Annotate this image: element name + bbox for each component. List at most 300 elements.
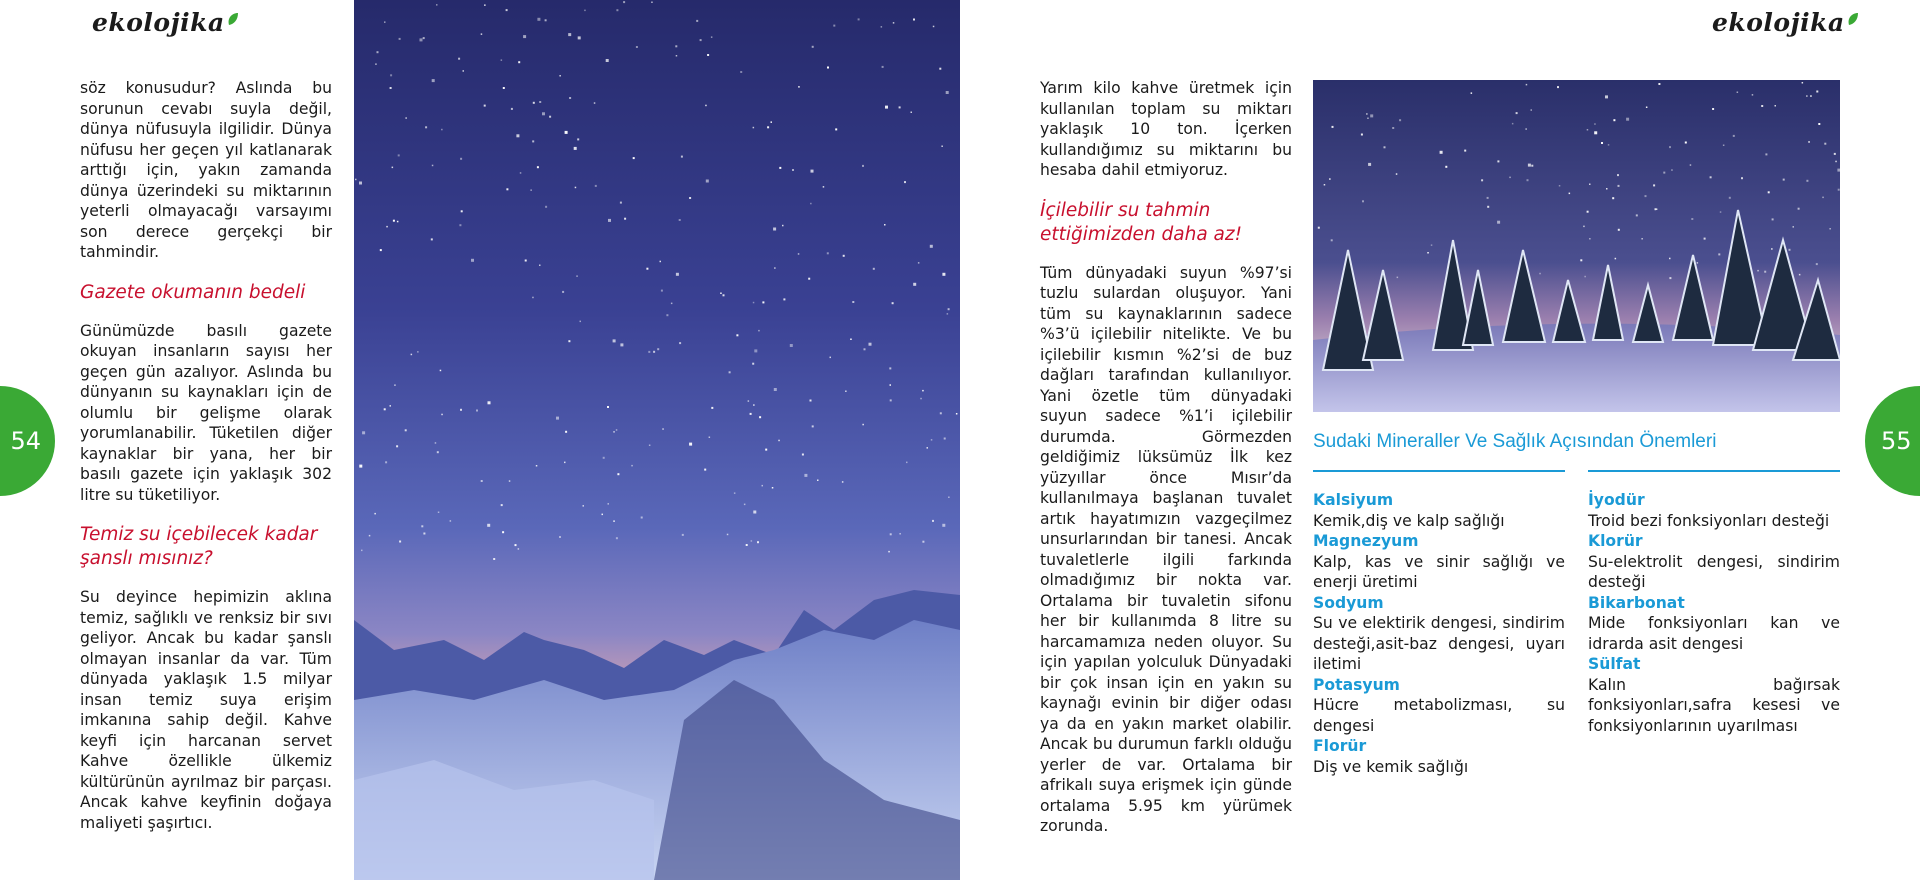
star <box>417 351 419 353</box>
star <box>384 21 386 23</box>
star <box>757 541 759 543</box>
star <box>394 384 396 386</box>
star <box>1818 123 1820 125</box>
brand-logo-right <box>1712 8 1859 37</box>
star <box>603 457 605 459</box>
star <box>440 370 442 372</box>
star <box>488 401 491 404</box>
star <box>942 524 945 527</box>
star <box>1697 262 1699 264</box>
star <box>753 404 755 406</box>
minerals-heading: Sudaki Mineraller Ve Sağlık Açısından Önemleri <box>1313 431 1717 452</box>
star <box>463 70 465 72</box>
star <box>606 59 609 62</box>
star <box>858 18 860 20</box>
star <box>911 112 913 114</box>
star <box>438 512 440 514</box>
star <box>623 1 625 3</box>
star <box>633 157 635 159</box>
star <box>1718 253 1720 255</box>
star <box>441 414 443 416</box>
star <box>564 462 566 464</box>
star <box>471 259 474 262</box>
star <box>649 445 651 447</box>
star <box>1685 142 1687 144</box>
star <box>1509 177 1511 179</box>
star <box>1531 109 1533 111</box>
star <box>390 87 392 89</box>
star <box>1641 238 1643 240</box>
star <box>509 480 511 482</box>
star <box>1829 228 1831 230</box>
star <box>1589 238 1591 240</box>
star <box>607 406 609 408</box>
star <box>602 514 604 516</box>
star <box>487 524 490 527</box>
star <box>1646 107 1648 109</box>
star <box>939 68 941 70</box>
star <box>1772 218 1774 220</box>
star <box>823 186 825 188</box>
mineral-description: Kalp, kas ve sinir sağlığı ve enerji üretimi <box>1313 552 1565 591</box>
star <box>689 443 692 446</box>
body-paragraph: Yarım kilo kahve üretmek için kullanılan toplam su miktarı yaklaşık 10 ton. İçerken kullandığımız su miktarını bu hesaba dahil etmiyoruz. <box>1040 79 1292 179</box>
star <box>1822 197 1824 199</box>
star <box>1765 153 1767 155</box>
star <box>1487 197 1489 199</box>
star <box>536 465 538 467</box>
star <box>798 86 800 88</box>
star <box>922 541 924 543</box>
mineral-name: Sodyum <box>1313 593 1384 612</box>
star <box>906 462 908 464</box>
star <box>704 469 706 471</box>
page-number-right: 55 <box>1881 427 1912 455</box>
star <box>956 413 958 415</box>
star <box>1712 108 1714 110</box>
star <box>1531 165 1533 167</box>
star <box>1487 206 1489 208</box>
star <box>624 218 626 220</box>
star <box>617 473 619 475</box>
star <box>1445 166 1447 168</box>
star <box>1527 179 1529 181</box>
star <box>850 339 852 341</box>
star <box>1384 146 1386 148</box>
star <box>435 442 437 444</box>
star <box>355 179 357 181</box>
star <box>1626 118 1629 121</box>
star <box>616 429 618 431</box>
star <box>1584 276 1586 278</box>
mineral-name: Magnezyum <box>1313 532 1419 550</box>
star <box>774 267 776 269</box>
star <box>518 61 520 63</box>
star <box>620 343 623 346</box>
star <box>782 225 784 227</box>
star <box>503 87 505 89</box>
star <box>580 321 582 323</box>
star <box>539 101 541 103</box>
star <box>533 102 535 104</box>
star <box>753 302 755 304</box>
minerals-list-right <box>1588 490 1840 736</box>
star <box>1528 164 1531 167</box>
star <box>530 189 532 191</box>
star <box>484 4 486 6</box>
mineral-description: Diş ve kemik sağlığı <box>1313 757 1469 776</box>
star <box>862 165 864 167</box>
star <box>1824 143 1826 145</box>
star <box>893 22 895 24</box>
star <box>753 511 756 514</box>
body-paragraph: Su deyince hepimizin aklına temiz, sağlıklı ve renksiz bir sıvı geliyor. Ancak bu kadar şanslı olmayan insanlar da var. Tüm dünyada yaklaşık 1.5 milyar insan temiz suya erişim imkanına sahip değil. Kahve keyfi için harcanan servet Kahve özellikle ülkemiz kültürünün ayrılmaz bir parçası. Ancak kahve keyfinin doğaya maliyeti şaşırtıcı. <box>80 588 332 832</box>
star <box>542 112 545 115</box>
star <box>810 400 812 402</box>
star <box>595 185 597 187</box>
star <box>1729 197 1731 199</box>
star <box>450 520 452 522</box>
star <box>927 447 929 449</box>
star <box>515 544 517 546</box>
star <box>944 438 946 440</box>
star <box>1613 119 1615 121</box>
star <box>1669 258 1671 260</box>
star <box>1653 184 1655 186</box>
star <box>679 342 681 344</box>
star <box>459 224 461 226</box>
star <box>1427 252 1429 254</box>
star <box>431 238 433 240</box>
star <box>852 301 854 303</box>
star <box>1645 195 1647 197</box>
star <box>1834 153 1836 155</box>
snowy-forest-photo <box>1313 80 1840 412</box>
star <box>532 140 534 142</box>
star <box>1618 229 1620 231</box>
star <box>578 36 581 39</box>
star <box>520 172 522 174</box>
star <box>662 428 664 430</box>
star <box>920 398 922 400</box>
star <box>754 349 757 352</box>
star <box>748 400 750 402</box>
star <box>940 412 942 414</box>
star <box>1332 126 1334 128</box>
star <box>1392 127 1394 129</box>
star <box>411 354 413 356</box>
star <box>1752 94 1754 96</box>
star <box>671 303 673 305</box>
star <box>511 108 513 110</box>
star <box>696 20 698 22</box>
star <box>385 461 387 463</box>
star <box>1361 134 1363 136</box>
star <box>1783 179 1785 181</box>
star <box>608 219 611 222</box>
star <box>778 440 780 442</box>
star <box>399 38 401 40</box>
star <box>941 146 943 148</box>
night-mountain-photo <box>354 0 960 880</box>
star <box>657 348 659 350</box>
star <box>1367 118 1369 120</box>
star <box>933 26 935 28</box>
star <box>506 188 508 190</box>
star <box>774 388 777 391</box>
section-heading: İçilebilir su tahmin ettiğimizden daha az! <box>1040 199 1243 245</box>
star <box>913 19 915 21</box>
star <box>888 551 890 553</box>
star <box>377 51 379 53</box>
star <box>744 504 746 506</box>
star <box>532 297 534 299</box>
star <box>1789 249 1791 251</box>
star <box>565 431 567 433</box>
star <box>1594 123 1596 125</box>
star <box>884 224 886 226</box>
star <box>765 449 767 451</box>
star <box>817 480 819 482</box>
star <box>885 106 888 109</box>
star <box>720 293 722 295</box>
mineral-name: Kalsiyum <box>1313 491 1394 509</box>
star <box>460 409 462 411</box>
star <box>1362 200 1364 202</box>
star <box>392 167 394 169</box>
star <box>1663 172 1665 174</box>
star <box>1318 227 1320 229</box>
mineral-name: Florür <box>1313 737 1367 755</box>
star <box>1539 273 1541 275</box>
star <box>565 131 568 134</box>
right-page <box>960 0 1920 880</box>
star <box>576 275 578 277</box>
star <box>729 371 731 373</box>
star <box>559 536 561 538</box>
star <box>723 294 725 296</box>
star <box>1793 226 1795 228</box>
star <box>827 67 829 69</box>
star <box>369 535 371 537</box>
body-paragraph: söz konusudur? Aslında bu sorunun cevabı suyla değil, dünya nüfusuyla ilgilidir. Dünya nüfusu her geçen yıl katlanarak arttığı için, yakın zamanda dünya üzerindeki su miktarının yeterli olmayacağı varsayımı son derece gerçekçi bir tahmindir. <box>80 79 332 261</box>
star <box>812 425 814 427</box>
star <box>864 348 866 350</box>
star <box>432 165 434 167</box>
star <box>1669 277 1671 279</box>
star <box>1617 174 1619 176</box>
star <box>804 474 807 477</box>
star <box>506 9 508 11</box>
star <box>484 105 486 107</box>
star <box>882 66 884 68</box>
star <box>833 25 835 27</box>
star <box>758 330 760 332</box>
star <box>1733 135 1735 137</box>
star <box>461 210 463 212</box>
star <box>1557 86 1559 88</box>
page-number-badge-left <box>0 386 55 496</box>
star <box>746 544 748 546</box>
star <box>1331 239 1333 241</box>
mineral-description: Kemik,diş ve kalp sağlığı <box>1313 511 1505 530</box>
star <box>545 206 547 208</box>
star <box>523 35 526 38</box>
star <box>577 138 579 140</box>
star <box>843 255 845 257</box>
star <box>762 485 764 487</box>
star <box>913 283 916 286</box>
star <box>767 126 769 128</box>
star <box>681 156 683 158</box>
star <box>771 121 773 123</box>
star <box>810 203 812 205</box>
star <box>660 261 662 263</box>
star <box>1368 163 1371 166</box>
mineral-description: Mide fonksiyonları kan ve idrarda asit dengesi <box>1588 614 1840 653</box>
star <box>1799 274 1801 276</box>
star <box>1691 218 1693 220</box>
star <box>393 220 395 222</box>
star <box>751 540 753 542</box>
star <box>759 416 761 418</box>
star <box>421 525 423 527</box>
star <box>753 127 755 129</box>
star <box>736 334 738 336</box>
star <box>1587 211 1589 213</box>
star <box>946 91 949 94</box>
star <box>1810 95 1812 97</box>
star <box>502 531 504 533</box>
star <box>890 384 892 386</box>
star <box>1775 105 1777 107</box>
star <box>1656 209 1658 211</box>
star <box>1771 248 1773 250</box>
star <box>873 268 875 270</box>
star <box>460 158 462 160</box>
star <box>1768 191 1770 193</box>
star <box>359 465 362 468</box>
star <box>545 19 547 21</box>
star <box>420 38 423 41</box>
star <box>1497 221 1500 224</box>
right-text-column <box>1040 78 1292 837</box>
star <box>812 46 814 48</box>
star <box>762 301 764 303</box>
snowy-forest-image <box>1313 80 1840 412</box>
leaf-icon <box>227 12 239 26</box>
star <box>1464 150 1466 152</box>
star <box>1525 128 1527 130</box>
mineral-description: Su-elektrolit dengesi, sindirim desteği <box>1588 552 1840 591</box>
star <box>904 181 906 183</box>
page-number-left: 54 <box>10 427 41 455</box>
star <box>405 117 407 119</box>
mineral-name: Potasyum <box>1313 675 1400 694</box>
star <box>802 454 804 456</box>
left-text-column <box>80 78 332 833</box>
star <box>648 351 650 353</box>
star <box>881 26 883 28</box>
star <box>1669 146 1671 148</box>
star <box>1710 176 1712 178</box>
star <box>583 505 585 507</box>
star <box>1612 197 1614 199</box>
star <box>1741 177 1743 179</box>
star <box>842 481 844 483</box>
night-mountain-image <box>354 0 960 880</box>
star <box>1761 105 1763 107</box>
star <box>613 339 616 342</box>
star <box>1594 131 1597 134</box>
star <box>397 221 399 223</box>
body-paragraph: Tüm dünyadaki suyun %97’si tuzlu sulardan oluşuyor. Yani tüm su kaynaklarının sadece %3’ü içilebilir nitelikte. Ve bu içilebilir kısmın %2’si de buz dağları tarafından kullanılıyor. Yani özetle tüm dünyadaki suyun sadece %1’i içilebilir durumda. Görmezden geldiğimiz lüksümüz İlk kez yüzyıllar önce Mısır’da kullanılmaya başlanan tuvalet artık hayatımızın vazgeçilmez unsurlarından bir tanesi. Ancak tuvaletlerle ilgili farkında olmadığımız bir nokta var. Ortalama bir tuvaletin sifonu her bir kullanımda 8 litre su harcamamıza neden oluyor. Su için yapılan yolculuk Dünyadaki bir çok insan için en yakın su kaynağı evinin bir diğer odası ya da en yakın market olabilir. Ancak bu durumun farklı olduğu yerler de var. Ortalama bir afrikalı suya erişmek için günde ortalama 5.95 km yürümek zorunda. <box>1040 263 1292 835</box>
star <box>679 219 681 221</box>
star <box>675 45 677 47</box>
mineral-name: İyodür <box>1588 491 1645 509</box>
star <box>1516 112 1518 114</box>
star <box>1606 188 1608 190</box>
star <box>396 445 398 447</box>
star <box>359 182 362 185</box>
mineral-description: Kalın bağırsak fonksiyonları,safra kesesi ve fonksiyonlarının uyarılması <box>1588 675 1840 735</box>
star <box>380 249 382 251</box>
star <box>1806 95 1808 97</box>
star <box>811 170 814 173</box>
star <box>835 128 837 130</box>
star <box>537 18 540 21</box>
star <box>1690 164 1692 166</box>
star <box>384 408 386 410</box>
star <box>374 513 376 515</box>
star <box>539 265 541 267</box>
star <box>918 262 920 264</box>
star <box>1764 271 1766 273</box>
star <box>661 290 663 292</box>
star <box>792 169 794 171</box>
star <box>682 534 684 536</box>
star <box>1720 211 1722 213</box>
star <box>1636 214 1638 216</box>
star <box>922 390 924 392</box>
star <box>1497 160 1499 162</box>
star <box>808 278 810 280</box>
star <box>700 39 702 41</box>
star <box>613 431 615 433</box>
star <box>1370 114 1373 117</box>
star <box>899 106 901 108</box>
minerals-divider-left <box>1313 470 1565 472</box>
star <box>549 116 551 118</box>
mineral-description: Troid bezi fonksiyonları desteği <box>1588 511 1830 530</box>
mineral-description: Su ve elektirik dengesi, sindirim desteği,asit-baz dengesi, uyarı iletimi <box>1313 614 1565 673</box>
star <box>568 33 571 36</box>
star <box>711 407 713 409</box>
star <box>1526 84 1528 86</box>
star <box>1397 277 1399 279</box>
star <box>1837 169 1840 172</box>
star <box>559 75 561 77</box>
star <box>1440 151 1443 154</box>
star <box>616 9 618 11</box>
star <box>752 363 754 365</box>
star <box>390 74 392 76</box>
star <box>798 253 800 255</box>
star <box>948 497 950 499</box>
star <box>1808 141 1810 143</box>
star <box>727 534 729 536</box>
star <box>556 417 559 420</box>
